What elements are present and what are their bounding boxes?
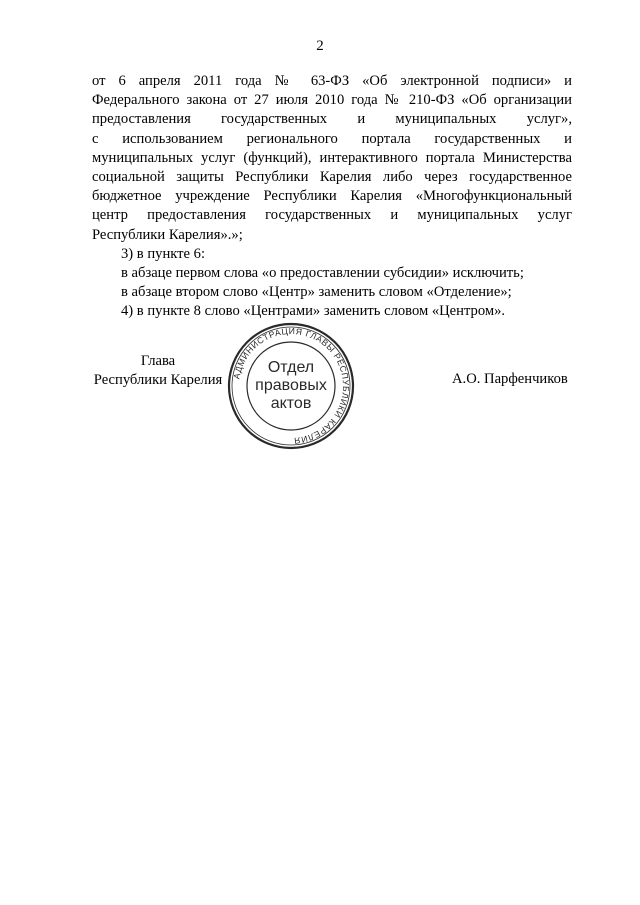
text-line: предоставления государственных и муниципальных услуг», [92,111,572,128]
stamp-ring-text: АДМИНИСТРАЦИЯ ГЛАВЫ РЕСПУБЛИКИ КАРЕЛИЯ [231,325,352,447]
signatory-title-line: Глава [140,353,176,369]
stamp-inner-text: актов [270,395,312,412]
signatory-title-line: Республики Карелия [93,372,223,388]
text-line: с использованием регионального портала государственных и [92,130,572,147]
text-line: бюджетное учреждение Республики Карелия «Многофункциональный [92,188,572,205]
text-line: Республики Карелия».»; [92,226,243,243]
list-item: в абзаце первом слова «о предоставлении субсидии» исключить; [121,265,524,282]
stamp-inner-text: правовых [255,377,327,394]
stamp-inner-text: Отдел [267,359,315,376]
text-line: центр предоставления государственных и муниципальных услуг [92,207,572,224]
page-number: 2 [316,38,324,54]
list-item: 3) в пункте 6: [121,245,206,262]
text-line: Федерального закона от 27 июля 2010 года № 210-ФЗ «Об организации [92,92,572,109]
list-item: в абзаце втором слово «Центр» заменить словом «Отделение»; [121,284,512,301]
text-line: муниципальных услуг (функций), интерактивного портала Министерства [92,149,572,166]
text-line: социальной защиты Республики Карелия либо через государственное [92,169,572,186]
signatory-name: А.О. Парфенчиков [452,371,568,387]
document-body [92,72,572,322]
official-stamp [225,320,357,452]
list-item: 4) в пункте 8 слово «Центрами» заменить словом «Центром». [121,303,506,320]
signatory-title [92,352,224,390]
text-line: от 6 апреля 2011 года № 63-ФЗ «Об электронной подписи» и [92,73,572,89]
